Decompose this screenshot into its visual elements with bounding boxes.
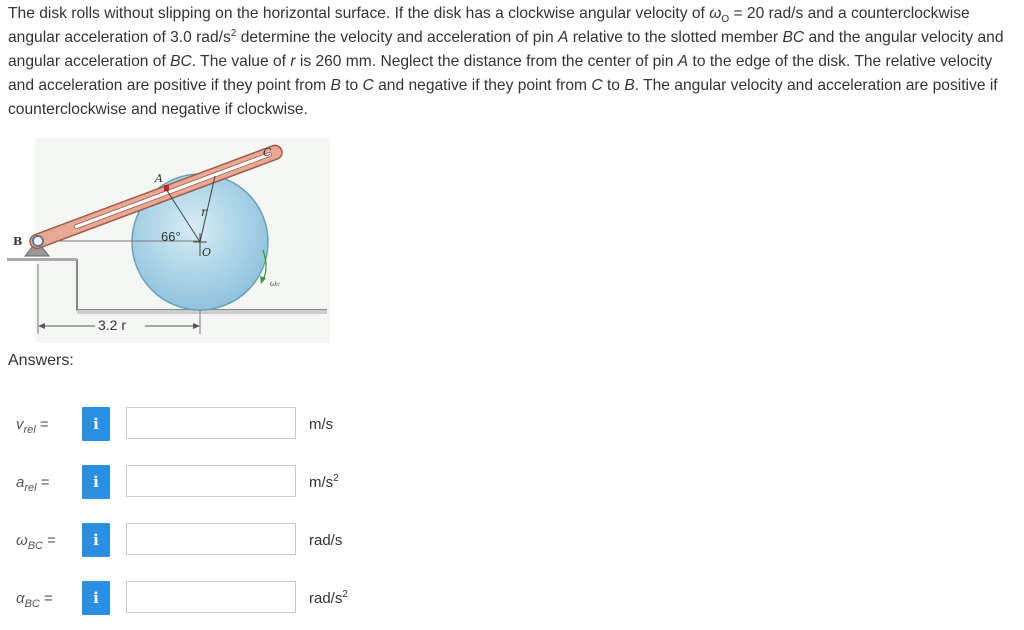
alpha-bc-input[interactable] [126,581,296,613]
label-angle: 66° [161,229,181,244]
answer-row-alpha-bc [0,580,420,616]
label-c: C [263,146,272,159]
var-label: $a_{rel}$ = [16,474,50,494]
label-b: B [13,235,23,248]
problem-statement: The disk rolls without slipping on the horizontal surface. If the disk has a clockwise angular velocity of $\omega_O = 20$ rad/s and a counterclockwise angular acceleration of 3.0 rad/$s^2$ determine the velocity and acceleration of pin A relative to the slotted member BC and the angular velocity and angular acceleration of BC. The value of r is 260 mm. Neglect the distance from the center of pin A to the edge of the disk. The relative velocity and acceleration are positive if they point from B to C and negative if they point from C to B. The angular velocity and acceleration are positive if counterclockwise and negative if clockwise. [8,5,1004,118]
info-button[interactable]: i [82,407,110,441]
unit-label: rad/$s^2$ [309,589,348,607]
answers-label: Answers: [8,352,74,369]
answer-row-omega-bc [0,522,420,558]
info-button[interactable]: i [82,523,110,557]
label-r: r [201,205,207,219]
label-a: A [155,172,163,185]
unit-label: m/s [309,416,334,433]
info-button[interactable]: i [82,581,110,615]
disk-mechanism-figure [5,138,330,348]
label-dimension: 3.2 r [98,317,127,333]
var-label: $\omega_{BC}$ = [16,532,56,552]
label-o: O [202,246,212,259]
info-button[interactable]: i [82,465,110,499]
answer-row-arel [0,464,420,500]
omega-bc-input[interactable] [126,523,296,555]
arel-input[interactable] [126,465,296,497]
label-omega0: ω₀ [270,279,280,288]
var-label: $v_{rel}$ = [16,416,49,436]
pin-b [33,236,43,246]
unit-label: rad/s [309,532,343,549]
unit-label: $m/s^2$ [309,473,339,491]
answer-row-vrel [0,406,420,442]
var-label: $\alpha_{BC}$ = [16,590,53,610]
vrel-input[interactable] [126,407,296,439]
